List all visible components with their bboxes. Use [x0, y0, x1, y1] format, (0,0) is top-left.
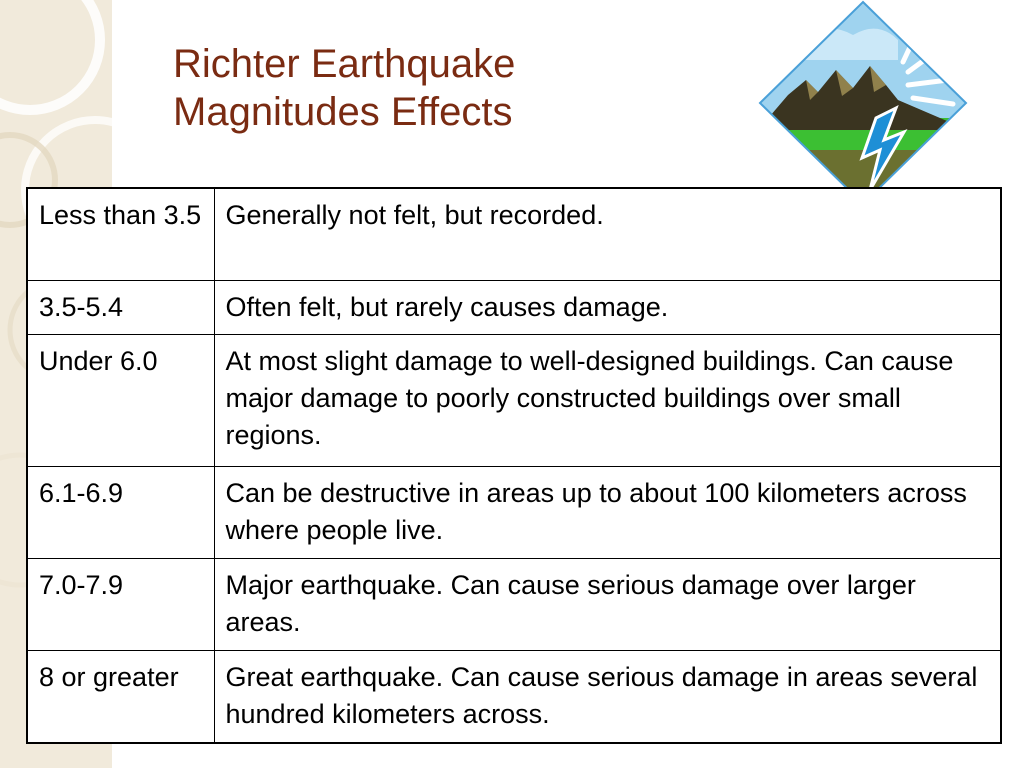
title-line-1: Richter Earthquake: [173, 42, 516, 86]
effect-cell: Great earthquake. Can cause serious damage in areas several hundred kilometers across.: [214, 651, 1001, 744]
effect-cell: Can be destructive in areas up to about 100 kilometers across where people live.: [214, 467, 1001, 559]
effect-cell: Often felt, but rarely causes damage.: [214, 281, 1001, 335]
magnitude-cell: 7.0-7.9: [27, 559, 214, 651]
table-row: [27, 559, 1001, 651]
magnitude-cell: 6.1-6.9: [27, 467, 214, 559]
table-row: [27, 467, 1001, 559]
magnitude-effects-table: [26, 187, 1002, 744]
effect-cell: Generally not felt, but recorded.: [214, 188, 1001, 281]
effect-cell: At most slight damage to well-designed buildings. Can cause major damage to poorly constructed buildings over small regions.: [214, 335, 1001, 467]
magnitude-cell: 3.5-5.4: [27, 281, 214, 335]
magnitude-cell: Less than 3.5: [27, 188, 214, 281]
title-line-2: Magnitudes Effects: [173, 90, 513, 134]
earthquake-clipart-icon: [758, 0, 968, 206]
magnitude-cell: Under 6.0: [27, 335, 214, 467]
magnitude-cell: 8 or greater: [27, 651, 214, 744]
table-row: [27, 188, 1001, 281]
table-row: [27, 651, 1001, 744]
page-title: [173, 40, 515, 136]
table-row: [27, 335, 1001, 467]
magnitude-table-container: [26, 187, 1000, 744]
table-row: [27, 281, 1001, 335]
effect-cell: Major earthquake. Can cause serious damage over larger areas.: [214, 559, 1001, 651]
